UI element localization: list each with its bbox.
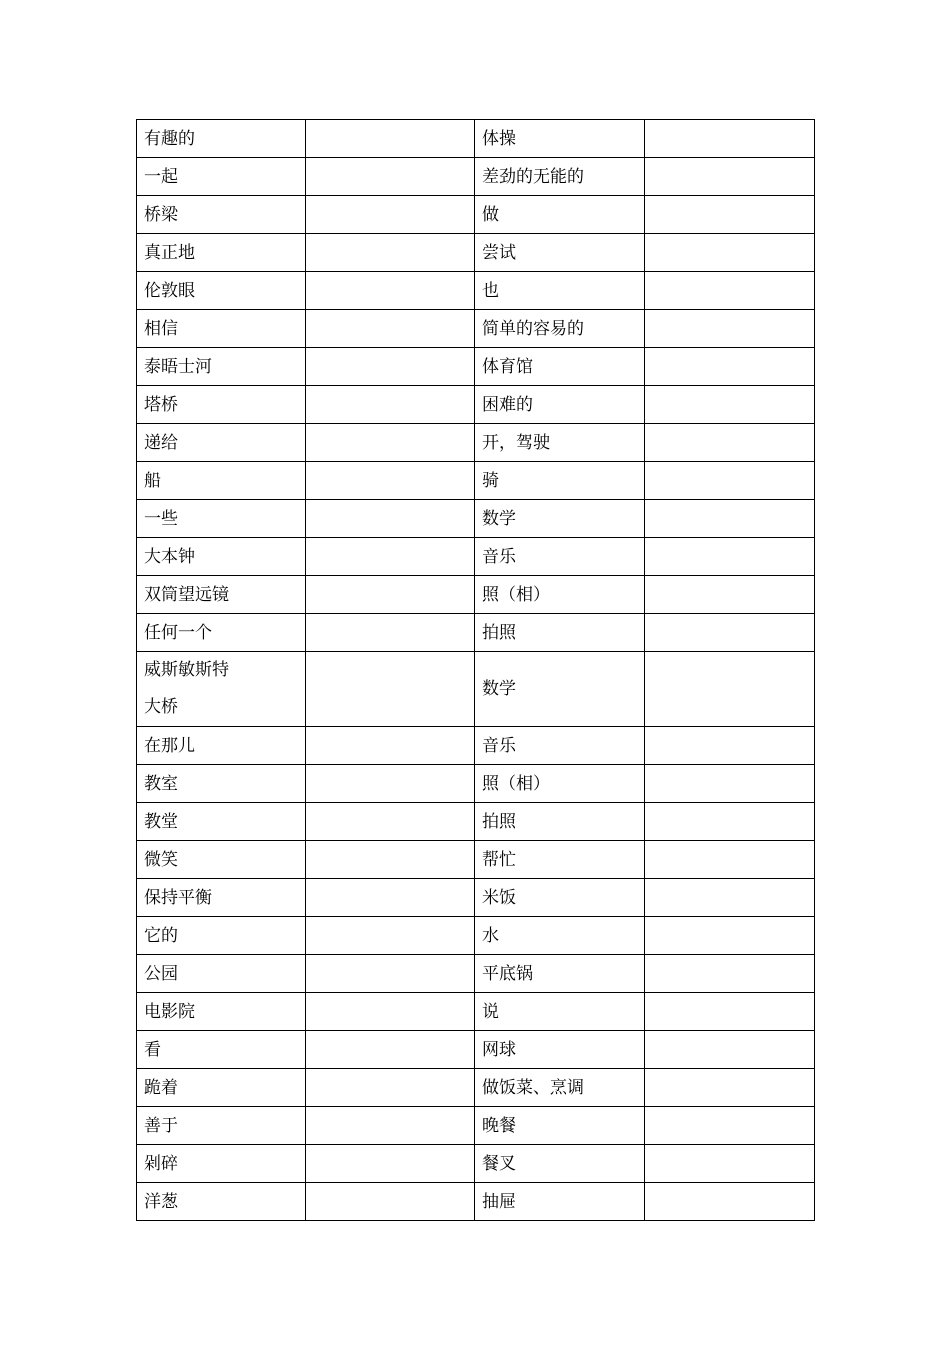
chinese-term-cell [137,500,306,538]
chinese-term-cell-text: 抽屉 [482,1191,516,1212]
chinese-term-cell-text: 泰晤士河 [144,356,212,377]
chinese-term-cell [137,424,306,462]
chinese-term-cell [475,234,645,272]
chinese-term-cell-text: 看 [144,1039,161,1060]
chinese-term-cell-text: 照（相） [482,584,550,605]
answer-blank-cell[interactable] [306,614,475,652]
chinese-term-cell-text: 一起 [144,166,178,187]
chinese-term-cell [137,765,306,803]
answer-blank-cell[interactable] [645,993,815,1031]
chinese-term-cell-text: 开，驾驶 [482,432,550,453]
chinese-term-cell [137,1031,306,1069]
chinese-term-cell [475,500,645,538]
chinese-term-cell [137,652,306,727]
chinese-term-cell-text: 数学 [482,679,516,699]
chinese-term-cell [137,803,306,841]
answer-blank-cell[interactable] [645,955,815,993]
chinese-term-cell [475,652,645,727]
chinese-term-cell [475,538,645,576]
chinese-term-cell [475,1145,645,1183]
chinese-term-cell [137,955,306,993]
chinese-term-cell-text: 水 [482,925,499,946]
chinese-term-cell [137,348,306,386]
table-row [137,917,815,955]
chinese-term-cell-text: 晚餐 [482,1115,516,1136]
chinese-term-cell-text: 音乐 [482,546,516,567]
answer-blank-cell[interactable] [645,1069,815,1107]
chinese-term-cell-text: 平底锅 [482,963,533,984]
answer-blank-cell[interactable] [645,196,815,234]
answer-blank-cell[interactable] [645,1183,815,1221]
answer-blank-cell[interactable] [645,500,815,538]
vocabulary-table-body [137,120,815,1221]
chinese-term-cell [475,1031,645,1069]
chinese-term-cell [137,538,306,576]
answer-blank-cell[interactable] [645,120,815,158]
answer-blank-cell[interactable] [306,955,475,993]
chinese-term-cell [475,1183,645,1221]
chinese-term-cell [475,803,645,841]
answer-blank-cell[interactable] [645,727,815,765]
answer-blank-cell[interactable] [306,500,475,538]
chinese-term-cell-text: 善于 [144,1115,178,1136]
answer-blank-cell[interactable] [306,538,475,576]
chinese-term-cell-text: 递给 [144,432,178,453]
chinese-term-cell [137,614,306,652]
chinese-term-cell-text: 大本钟 [144,546,195,567]
chinese-term-cell-text: 音乐 [482,735,516,756]
answer-blank-cell[interactable] [645,803,815,841]
chinese-term-cell-text: 米饭 [482,887,516,908]
answer-blank-cell[interactable] [645,272,815,310]
chinese-term-cell-text: 在那儿 [144,735,195,756]
answer-blank-cell[interactable] [645,652,815,727]
chinese-term-cell-text: 网球 [482,1039,516,1060]
chinese-term-cell-text: 船 [144,470,161,491]
table-row [137,652,815,727]
table-row [137,1031,815,1069]
chinese-term-cell [475,879,645,917]
answer-blank-cell[interactable] [645,765,815,803]
answer-blank-cell[interactable] [306,576,475,614]
answer-blank-cell[interactable] [645,462,815,500]
answer-blank-cell[interactable] [306,1107,475,1145]
table-row [137,1069,815,1107]
answer-blank-cell[interactable] [306,917,475,955]
chinese-term-cell [475,348,645,386]
answer-blank-cell[interactable] [645,576,815,614]
chinese-term-cell-text: 简单的容易的 [482,318,584,339]
answer-blank-cell[interactable] [306,1145,475,1183]
answer-blank-cell[interactable] [306,272,475,310]
chinese-term-cell-text: 体操 [482,128,516,149]
vocabulary-table [136,119,815,1221]
answer-blank-cell[interactable] [306,765,475,803]
chinese-term-cell [475,424,645,462]
chinese-term-cell-text: 做 [482,204,499,225]
answer-blank-cell[interactable] [645,1107,815,1145]
table-row [137,765,815,803]
table-row [137,462,815,500]
chinese-term-cell-text: 跪着 [144,1077,178,1098]
chinese-term-cell-text: 大桥 [144,697,178,717]
chinese-term-cell [475,917,645,955]
chinese-term-cell [137,272,306,310]
chinese-term-cell [475,727,645,765]
chinese-term-cell [475,1069,645,1107]
answer-blank-cell[interactable] [306,196,475,234]
table-row [137,424,815,462]
table-row [137,538,815,576]
table-row [137,879,815,917]
table-row [137,1145,815,1183]
chinese-term-cell [475,993,645,1031]
chinese-term-cell [137,879,306,917]
chinese-term-cell [475,1107,645,1145]
chinese-term-cell [475,614,645,652]
table-row [137,348,815,386]
chinese-term-cell [137,917,306,955]
chinese-term-cell [475,196,645,234]
table-row [137,803,815,841]
answer-blank-cell[interactable] [645,917,815,955]
chinese-term-cell-text: 任何一个 [144,622,212,643]
answer-blank-cell[interactable] [645,348,815,386]
chinese-term-cell-text: 差劲的无能的 [482,166,584,187]
chinese-term-cell [475,386,645,424]
chinese-term-cell-text: 拍照 [482,811,516,832]
table-row [137,1183,815,1221]
chinese-term-cell-text: 一些 [144,508,178,529]
table-row [137,841,815,879]
chinese-term-cell [137,1069,306,1107]
answer-blank-cell[interactable] [645,234,815,272]
chinese-term-cell-text: 双筒望远镜 [144,584,229,605]
chinese-term-cell-text: 照（相） [482,773,550,794]
chinese-term-cell-text: 尝试 [482,242,516,263]
chinese-term-cell [475,310,645,348]
chinese-term-cell [137,462,306,500]
table-row [137,234,815,272]
table-row [137,196,815,234]
chinese-term-cell-text: 公园 [144,963,178,984]
answer-blank-cell[interactable] [645,538,815,576]
chinese-term-cell-text: 洋葱 [144,1191,178,1212]
answer-blank-cell[interactable] [645,1031,815,1069]
table-row [137,310,815,348]
chinese-term-cell [137,841,306,879]
answer-blank-cell[interactable] [306,803,475,841]
chinese-term-cell-text: 骑 [482,470,499,491]
chinese-term-cell [137,1107,306,1145]
chinese-term-cell-text: 做饭菜、烹调 [482,1077,584,1098]
table-row [137,614,815,652]
table-row [137,500,815,538]
chinese-term-cell-text: 桥梁 [144,204,178,225]
chinese-term-cell [137,196,306,234]
chinese-term-cell-text: 保持平衡 [144,887,212,908]
chinese-term-cell [475,462,645,500]
chinese-term-cell-text: 塔桥 [144,394,178,415]
answer-blank-cell[interactable] [645,386,815,424]
table-row [137,955,815,993]
chinese-term-cell-text: 微笑 [144,849,178,870]
answer-blank-cell[interactable] [645,614,815,652]
chinese-term-cell [475,272,645,310]
chinese-term-cell-text: 数学 [482,508,516,529]
chinese-term-cell-text: 它的 [144,925,178,946]
chinese-term-cell-text: 餐叉 [482,1153,516,1174]
chinese-term-cell-text: 体育馆 [482,356,533,377]
chinese-term-cell [475,955,645,993]
chinese-term-cell [137,1183,306,1221]
answer-blank-cell[interactable] [306,1031,475,1069]
table-row [137,1107,815,1145]
answer-blank-cell[interactable] [306,234,475,272]
chinese-term-cell [475,120,645,158]
chinese-term-cell-text: 威斯敏斯特 [144,660,229,680]
answer-blank-cell[interactable] [306,158,475,196]
table-row [137,993,815,1031]
answer-blank-cell[interactable] [645,879,815,917]
chinese-term-cell [137,120,306,158]
table-row [137,576,815,614]
answer-blank-cell[interactable] [645,1145,815,1183]
chinese-term-cell-text: 也 [482,280,499,301]
answer-blank-cell[interactable] [645,424,815,462]
answer-blank-cell[interactable] [306,727,475,765]
table-row [137,158,815,196]
chinese-term-cell [475,765,645,803]
chinese-term-cell [137,386,306,424]
table-row [137,120,815,158]
answer-blank-cell[interactable] [306,841,475,879]
chinese-term-cell [137,158,306,196]
chinese-term-cell-text: 剁碎 [144,1153,178,1174]
answer-blank-cell[interactable] [645,310,815,348]
chinese-term-cell-text: 说 [482,1001,499,1022]
answer-blank-cell[interactable] [306,310,475,348]
answer-blank-cell[interactable] [645,841,815,879]
answer-blank-cell[interactable] [306,424,475,462]
chinese-term-cell [137,1145,306,1183]
answer-blank-cell[interactable] [645,158,815,196]
chinese-term-cell [137,576,306,614]
answer-blank-cell[interactable] [306,386,475,424]
chinese-term-cell-text: 相信 [144,318,178,339]
chinese-term-cell-text: 有趣的 [144,128,195,149]
chinese-term-cell-text: 教堂 [144,811,178,832]
answer-blank-cell[interactable] [306,879,475,917]
chinese-term-cell [475,841,645,879]
chinese-term-cell [137,234,306,272]
chinese-term-cell [137,727,306,765]
answer-blank-cell[interactable] [306,993,475,1031]
chinese-term-cell-text: 拍照 [482,622,516,643]
chinese-term-cell-text: 伦敦眼 [144,280,195,301]
chinese-term-cell [137,310,306,348]
table-row [137,386,815,424]
answer-blank-cell[interactable] [306,652,475,727]
chinese-term-cell [475,158,645,196]
chinese-term-cell-text: 教室 [144,773,178,794]
answer-blank-cell[interactable] [306,1183,475,1221]
table-row [137,727,815,765]
table-row [137,272,815,310]
answer-blank-cell[interactable] [306,348,475,386]
answer-blank-cell[interactable] [306,1069,475,1107]
chinese-term-cell-text: 真正地 [144,242,195,263]
answer-blank-cell[interactable] [306,120,475,158]
chinese-term-cell [137,993,306,1031]
chinese-term-cell-text: 困难的 [482,394,533,415]
chinese-term-cell-text: 电影院 [144,1001,195,1022]
chinese-term-cell [475,576,645,614]
answer-blank-cell[interactable] [306,462,475,500]
chinese-term-cell-text: 帮忙 [482,849,516,870]
